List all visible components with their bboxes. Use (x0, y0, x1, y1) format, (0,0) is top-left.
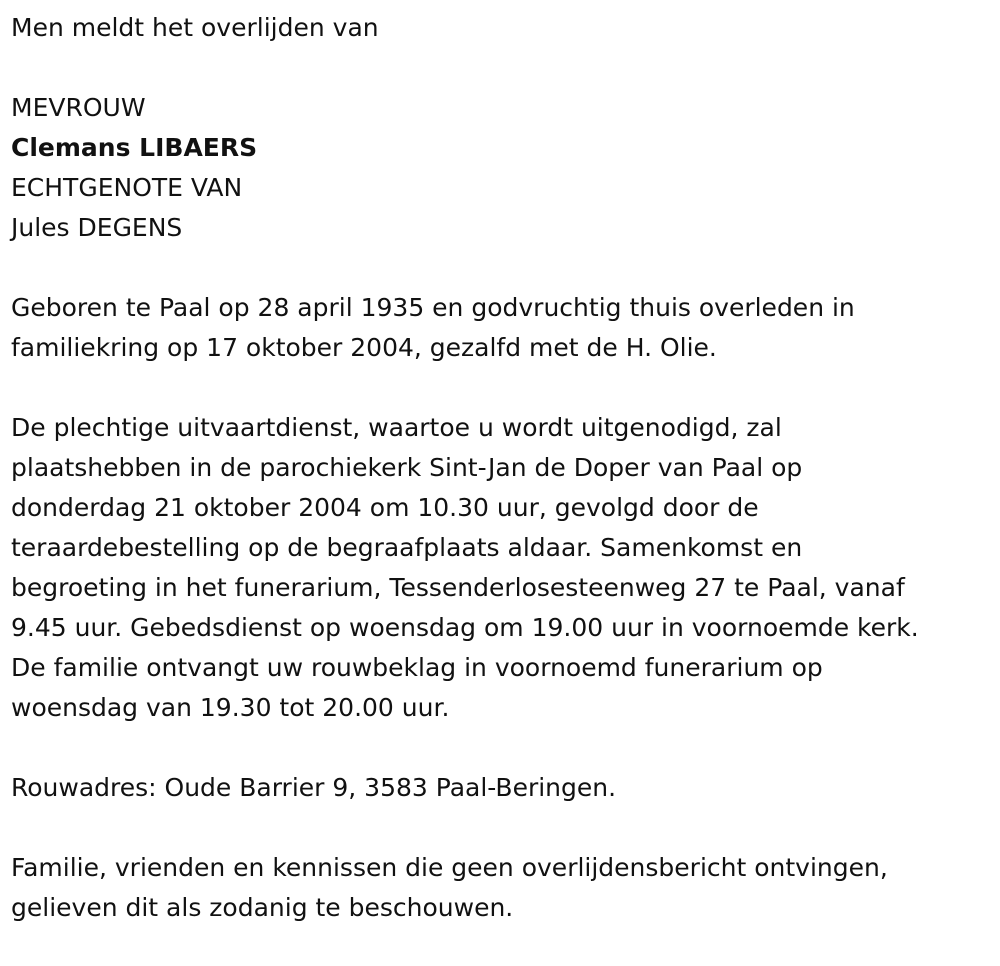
death-notice (11, 8, 986, 928)
spacer (11, 248, 986, 288)
title-text: MEVROUW (11, 93, 146, 122)
address-text: Rouwadres: Oude Barrier 9, 3583 Paal-Beringen. (11, 773, 617, 802)
spacer (11, 48, 986, 88)
spacer (11, 808, 986, 848)
relation-text: ECHTGENOTE VAN (11, 173, 243, 202)
service-line: plaatshebben in de parochiekerk Sint-Jan de Doper van Paal op (11, 453, 803, 482)
intro-text: Men meldt het overlijden van (11, 13, 379, 42)
service-paragraph (11, 408, 986, 728)
service-line: begroeting in het funerarium, Tessenderlosesteenweg 27 te Paal, vanaf (11, 573, 905, 602)
service-line: 9.45 uur. Gebedsdienst op woensdag om 19.00 uur in voornoemde kerk. (11, 613, 919, 642)
spacer (11, 728, 986, 768)
deceased-name: Clemans LIBAERS (11, 133, 258, 162)
spacer (11, 368, 986, 408)
birth-line: Geboren te Paal op 28 april 1935 en godvruchtig thuis overleden in (11, 293, 855, 322)
service-line: De familie ontvangt uw rouwbeklag in voornoemd funerarium op (11, 653, 823, 682)
closing-line: gelieven dit als zodanig te beschouwen. (11, 893, 514, 922)
service-line: teraardebestelling op de begraafplaats aldaar. Samenkomst en (11, 533, 803, 562)
service-line: De plechtige uitvaartdienst, waartoe u wordt uitgenodigd, zal (11, 413, 782, 442)
closing-line: Familie, vrienden en kennissen die geen overlijdensbericht ontvingen, (11, 853, 888, 882)
service-line: donderdag 21 oktober 2004 om 10.30 uur, gevolgd door de (11, 493, 759, 522)
closing-paragraph (11, 848, 986, 928)
spouse-name: Jules DEGENS (11, 213, 183, 242)
birth-line: familiekring op 17 oktober 2004, gezalfd met de H. Olie. (11, 333, 717, 362)
birth-paragraph (11, 288, 986, 368)
service-line: woensdag van 19.30 tot 20.00 uur. (11, 693, 450, 722)
